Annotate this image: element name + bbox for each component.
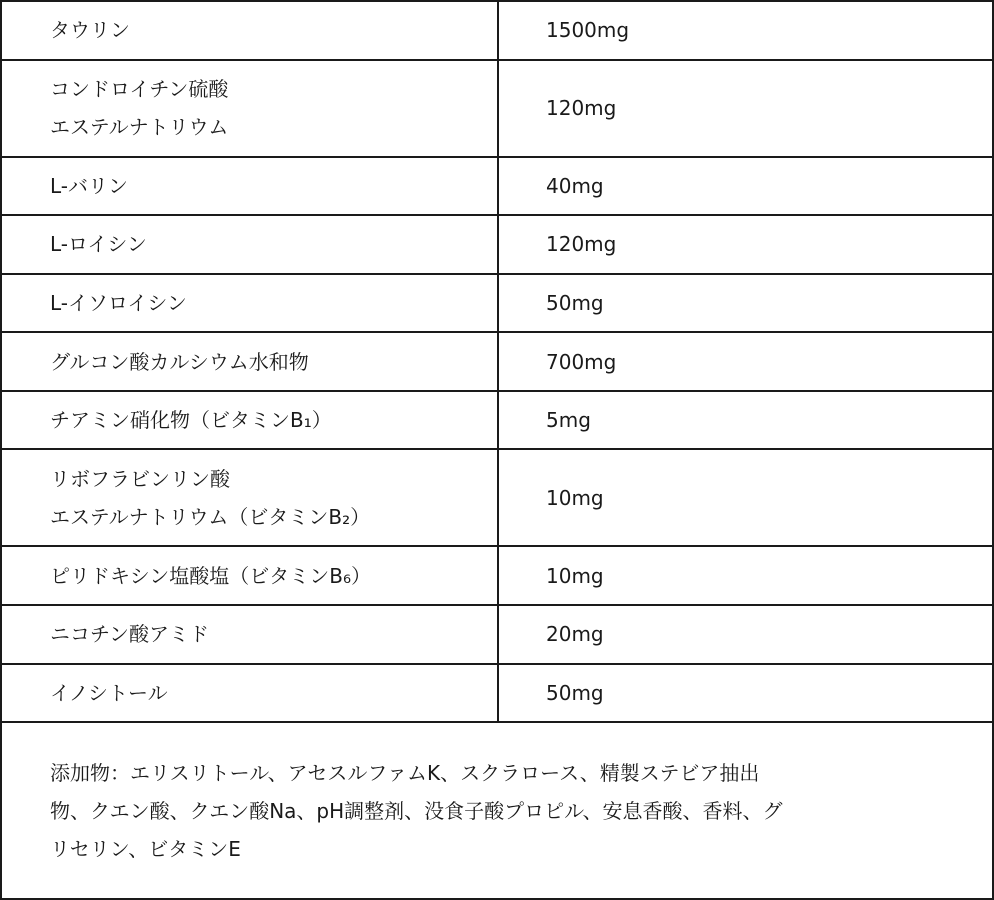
table-row [1, 546, 993, 605]
ingredient-name: ニコチン酸アミド [1, 605, 498, 664]
additives-text: 添加物：エリスリトール、アセスルファムK、スクラロース、精製ステビア抽出 物、クエン酸、クエン酸Na、pH調整剤、没食子酸プロピル、安息香酸、香料、グ リセリン、ビタミンE [1, 722, 993, 899]
ingredient-amount: 120mg [498, 215, 993, 274]
ingredient-amount: 700mg [498, 332, 993, 391]
table-row [1, 391, 993, 450]
table-row [1, 60, 993, 157]
ingredient-amount: 1500mg [498, 1, 993, 60]
ingredient-amount: 10mg [498, 449, 993, 546]
ingredient-name: L-ロイシン [1, 215, 498, 274]
ingredient-amount: 5mg [498, 391, 993, 450]
table-row [1, 332, 993, 391]
ingredient-name: イノシトール [1, 664, 498, 723]
table-row [1, 664, 993, 723]
ingredient-amount: 40mg [498, 157, 993, 216]
additives-row [1, 722, 993, 899]
ingredient-name: グルコン酸カルシウム水和物 [1, 332, 498, 391]
table-row [1, 274, 993, 333]
ingredient-name: L-バリン [1, 157, 498, 216]
ingredient-name: チアミン硝化物（ビタミンB₁） [1, 391, 498, 450]
table-row [1, 605, 993, 664]
ingredient-amount: 20mg [498, 605, 993, 664]
ingredient-name: リボフラビンリン酸 エステルナトリウム（ビタミンB₂） [1, 449, 498, 546]
ingredient-amount: 50mg [498, 664, 993, 723]
ingredient-name: ピリドキシン塩酸塩（ビタミンB₆） [1, 546, 498, 605]
ingredient-amount: 50mg [498, 274, 993, 333]
table-row [1, 157, 993, 216]
ingredient-name: コンドロイチン硫酸 エステルナトリウム [1, 60, 498, 157]
ingredient-name: L-イソロイシン [1, 274, 498, 333]
ingredient-name: タウリン [1, 1, 498, 60]
ingredient-amount: 10mg [498, 546, 993, 605]
ingredient-amount: 120mg [498, 60, 993, 157]
table-row [1, 449, 993, 546]
table-row [1, 215, 993, 274]
table-row [1, 1, 993, 60]
